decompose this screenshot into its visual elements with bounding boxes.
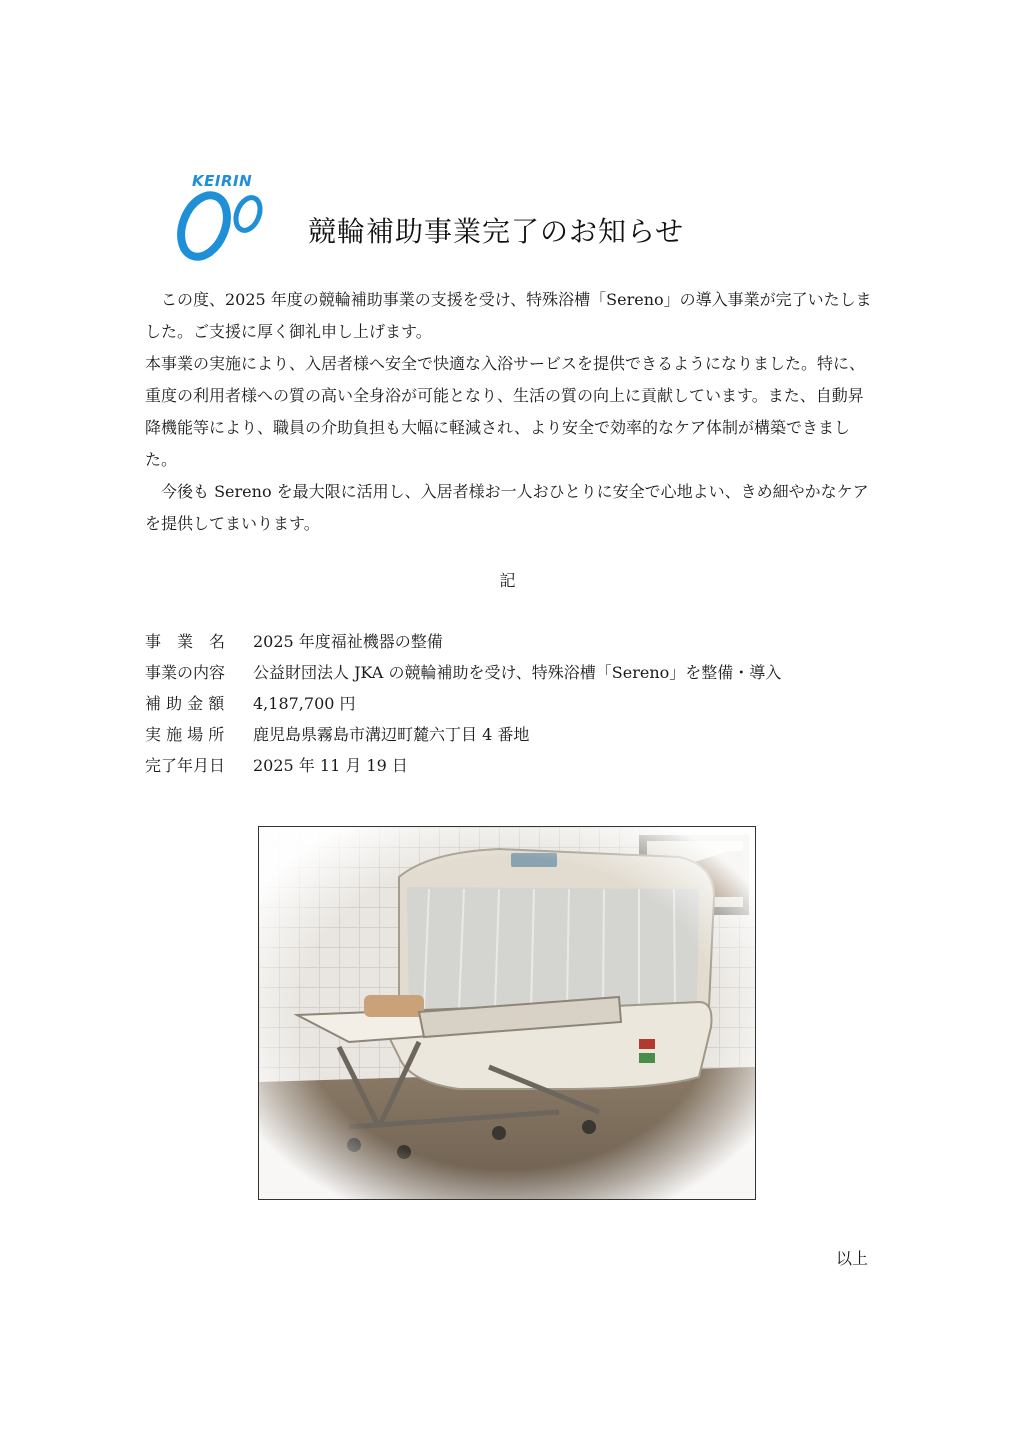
detail-value: 2025 年 11 月 19 日	[253, 756, 408, 775]
detail-value: 4,187,700 円	[253, 694, 356, 713]
details-list	[145, 626, 875, 781]
bathtub-photo	[258, 826, 756, 1200]
detail-row-completion-date	[145, 750, 875, 781]
body-text	[145, 284, 875, 540]
detail-label: 完了年月日	[145, 756, 226, 775]
detail-label: 事業の内容	[145, 663, 226, 682]
detail-label: 実 施 場 所	[145, 725, 225, 744]
paragraph-1: この度、2025 年度の競輪補助事業の支援を受け、特殊浴槽「Sereno」の導入事業が完了いたしました。ご支援に厚く御礼申し上げます。	[145, 290, 872, 341]
paragraph-2: 本事業の実施により、入居者様へ安全で快適な入浴サービスを提供できるようになりました。特に、重度の利用者様への質の高い全身浴が可能となり、生活の質の向上に貢献しています。また、自動昇降機能等により、職員の介助負担も大幅に軽減され、より安全で効率的なケア体制が構築できました。	[145, 354, 866, 469]
special-bathtub-photo-icon	[259, 827, 755, 1199]
detail-label: 事 業 名	[145, 632, 226, 651]
detail-row-project-name	[145, 626, 875, 657]
closing-text: 以上	[836, 1249, 869, 1268]
page-title: 競輪補助事業完了のお知らせ	[308, 215, 685, 248]
detail-value: 公益財団法人 JKA の競輪補助を受け、特殊浴槽「Sereno」を整備・導入	[253, 663, 782, 682]
paragraph-3: 今後も Sereno を最大限に活用し、入居者様お一人おひとりに安全で心地よい、きめ細やかなケアを提供してまいります。	[145, 482, 869, 533]
ki-heading: 記	[499, 571, 516, 590]
detail-row-location	[145, 719, 875, 750]
keirin-logo-text: KEIRIN	[192, 172, 253, 190]
detail-row-content	[145, 657, 875, 688]
detail-label: 補 助 金 額	[145, 694, 225, 713]
detail-row-amount	[145, 688, 875, 719]
detail-value: 2025 年度福祉機器の整備	[253, 632, 443, 651]
keirin-logo	[170, 170, 280, 266]
detail-value: 鹿児島県霧島市溝辺町麓六丁目 4 番地	[253, 725, 530, 744]
